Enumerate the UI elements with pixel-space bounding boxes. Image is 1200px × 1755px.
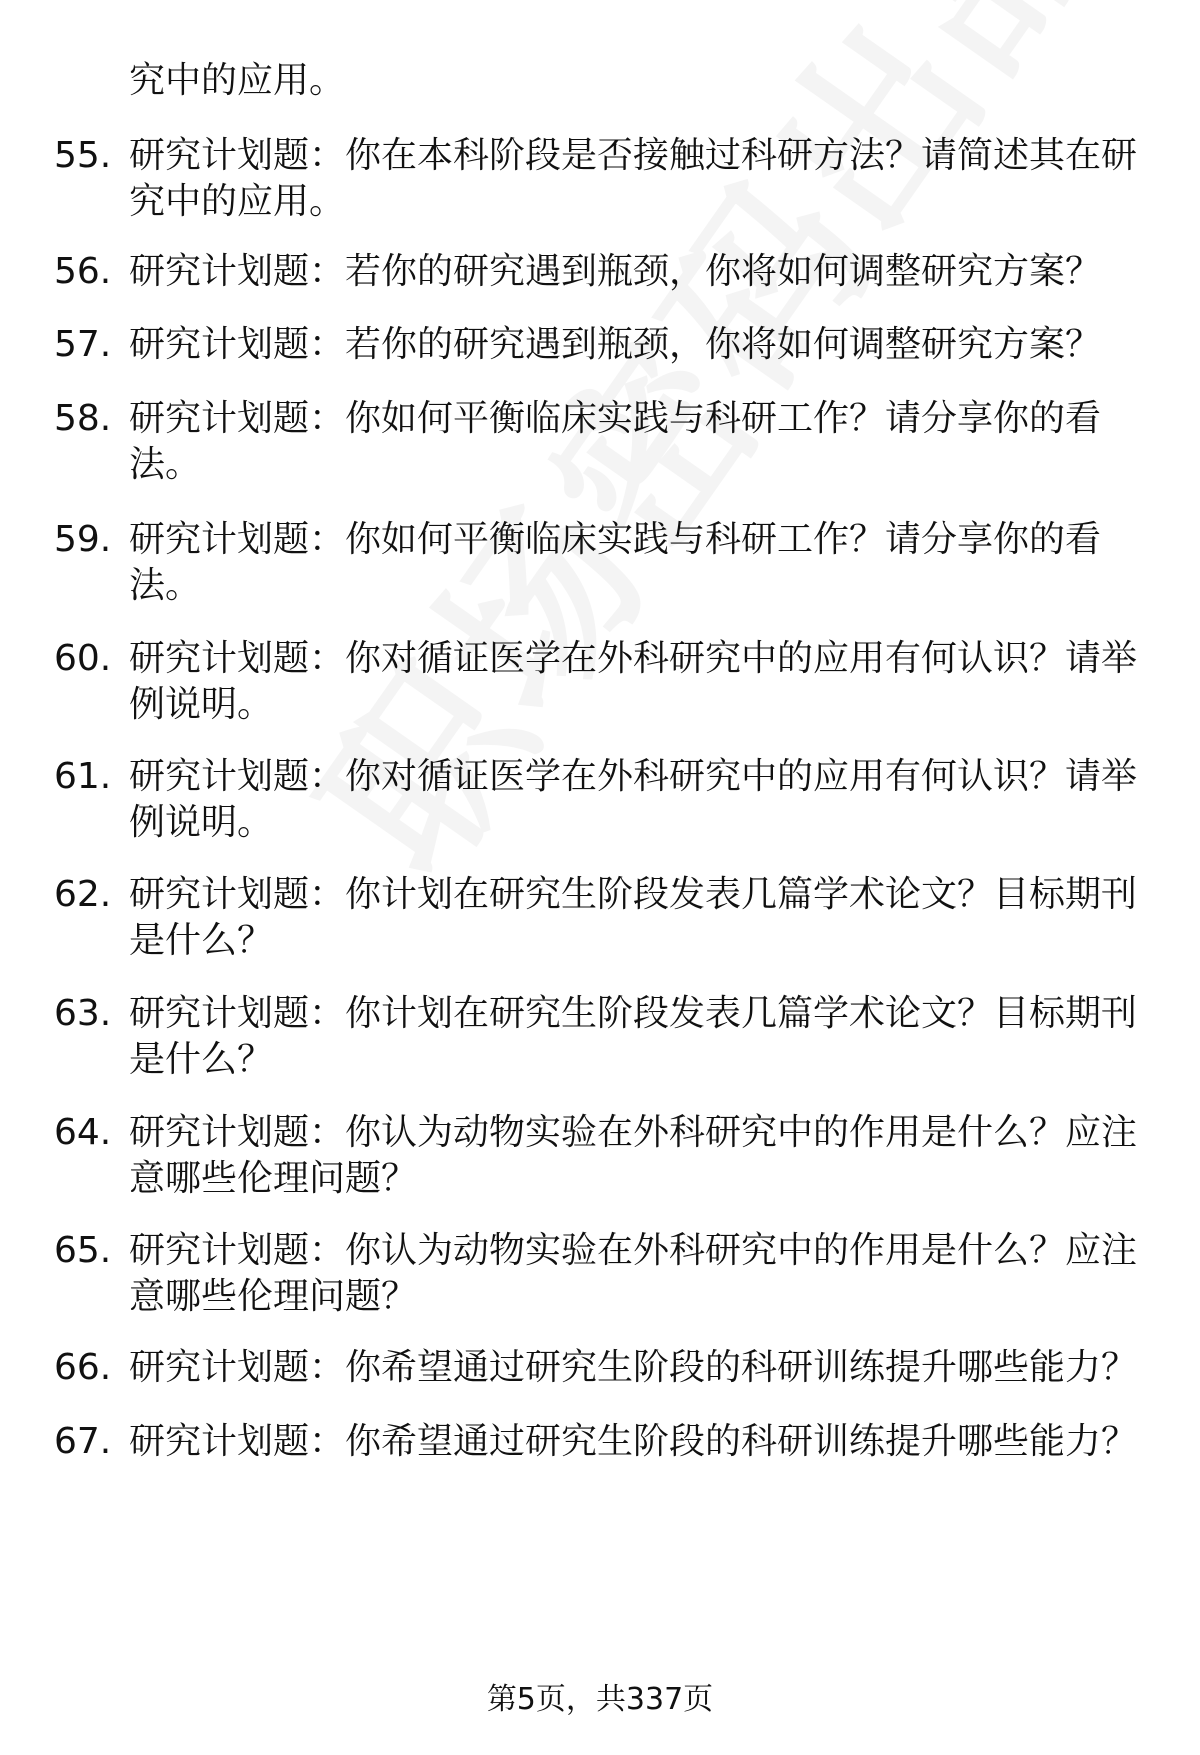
question-number: 62. (54, 874, 112, 915)
page-footer: 第5页，共337页 (486, 1682, 714, 1717)
question-text: 研究计划题：你计划在研究生阶段发表几篇学术论文？目标期刊是什么？ (129, 993, 1138, 1080)
question-item (54, 1110, 1154, 1202)
question-number: 60. (54, 638, 112, 679)
question-text: 研究计划题：你如何平衡临床实践与科研工作？请分享你的看法。 (129, 519, 1102, 606)
question-number: 65. (54, 1230, 112, 1271)
question-number: 64. (54, 1112, 112, 1153)
question-text: 研究计划题：你在本科阶段是否接触过科研方法？请简述其在研究中的应用。 (129, 135, 1138, 222)
question-number: 63. (54, 993, 112, 1034)
question-item (54, 754, 1154, 846)
question-number: 61. (54, 756, 112, 797)
question-text: 研究计划题：若你的研究遇到瓶颈，你将如何调整研究方案？ (129, 251, 1102, 292)
question-number: 56. (54, 251, 112, 292)
question-number: 67. (54, 1421, 112, 1462)
question-text: 研究计划题：你计划在研究生阶段发表几篇学术论文？目标期刊是什么？ (129, 874, 1138, 961)
question-number: 57. (54, 324, 112, 365)
question-text: 研究计划题：你对循证医学在外科研究中的应用有何认识？请举例说明。 (129, 638, 1138, 725)
question-text: 研究计划题：你对循证医学在外科研究中的应用有何认识？请举例说明。 (129, 756, 1138, 843)
continuation-text: 究中的应用。 (129, 60, 346, 101)
question-item (54, 872, 1154, 964)
question-item (54, 1228, 1154, 1320)
question-number: 55. (54, 135, 112, 176)
question-item (54, 636, 1154, 728)
question-item (54, 1345, 1154, 1391)
question-item (54, 1419, 1154, 1465)
question-text: 研究计划题：你希望通过研究生阶段的科研训练提升哪些能力？ (129, 1347, 1138, 1388)
question-number: 58. (54, 398, 112, 439)
question-item (54, 991, 1154, 1083)
question-item (54, 249, 1154, 295)
question-text: 研究计划题：若你的研究遇到瓶颈，你将如何调整研究方案？ (129, 324, 1102, 365)
question-text: 研究计划题：你认为动物实验在外科研究中的作用是什么？应注意哪些伦理问题？ (129, 1112, 1138, 1199)
question-item (54, 133, 1154, 225)
question-text: 研究计划题：你如何平衡临床实践与科研工作？请分享你的看法。 (129, 398, 1102, 485)
question-item (54, 322, 1154, 368)
question-text: 研究计划题：你认为动物实验在外科研究中的作用是什么？应注意哪些伦理问题？ (129, 1230, 1138, 1317)
question-item (54, 517, 1154, 609)
question-text: 研究计划题：你希望通过研究生阶段的科研训练提升哪些能力？ (129, 1421, 1138, 1462)
question-item (54, 396, 1154, 488)
question-number: 66. (54, 1347, 112, 1388)
question-number: 59. (54, 519, 112, 560)
